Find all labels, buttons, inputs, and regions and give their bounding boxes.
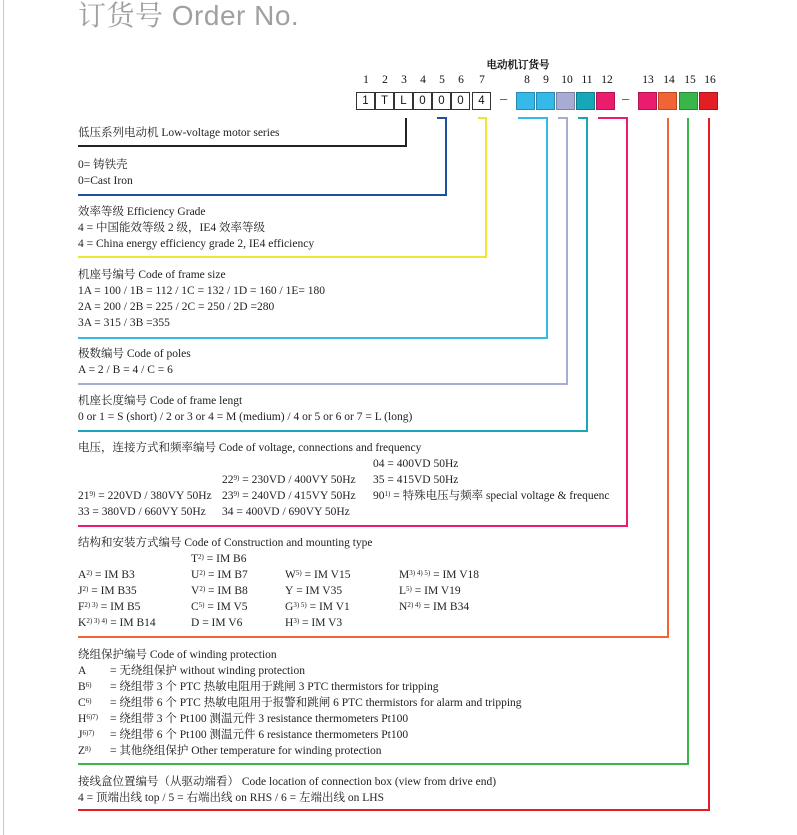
position-number: 16	[704, 74, 716, 86]
winding-code: $J^{6)7)}$	[78, 729, 95, 741]
winding-desc: = 其他绕组保护 Other temperature for winding protection	[110, 745, 382, 757]
position-number: 12	[601, 74, 613, 86]
mounting-title: 结构和安装方式编号 Code of Construction and mounting type	[78, 537, 373, 549]
voltage-code: $21^{9)} = 220VD / 380VY$ 50Hz	[78, 490, 212, 502]
frame-length-line: 0 or 1 = S (short) / 2 or 3 or 4 = M (medium) / 4 or 5 or 6 or 7 = L (long)	[78, 411, 413, 423]
position-number: 11	[581, 74, 593, 86]
position-number: 6	[458, 74, 464, 86]
winding-code: $Z^{8)}$	[78, 745, 91, 757]
mounting-code: $F^{2) 3)}$ = IM B5	[78, 601, 141, 613]
efficiency-title: 效率等级 Efficiency Grade	[78, 206, 206, 218]
position-number: 8	[524, 74, 530, 86]
code-cell: 4	[472, 92, 491, 110]
poles-line: A = 2 / B = 4 / C = 6	[78, 364, 173, 376]
winding-title: 绕组保护编号 Code of winding protection	[78, 649, 277, 661]
voltage-code: 04 = 400VD 50Hz	[373, 458, 459, 470]
voltage-code: $23^{9)} = 240VD / 415VY$ 50Hz	[222, 490, 356, 502]
mounting-code: $H^{3)}$ = IM V3	[285, 617, 343, 629]
voltage-code: 35 = 415VD 50Hz	[373, 474, 459, 486]
position-number: 15	[684, 74, 696, 86]
winding-desc: = 绕组带 3 个 Pt100 测温元件 3 resistance thermometers Pt100	[110, 713, 409, 725]
code-cell: T	[375, 92, 394, 110]
winding-code: $B^{6)}$	[78, 681, 92, 693]
winding-desc: = 绕组带 3 个 PTC 热敏电阻用于跳闸 3 PTC thermistors for tripping	[110, 681, 439, 693]
winding-desc: = 绕组带 6 个 Pt100 测温元件 6 resistance thermometers Pt100	[110, 729, 409, 741]
winding-code: $C^{6)}$	[78, 697, 92, 709]
position-number: 4	[420, 74, 426, 86]
voltage-code: $90^{1)}$ = 特殊电压与频率 special voltage & frequenc	[373, 490, 610, 502]
separator-dash: –	[500, 91, 508, 106]
position-number: 10	[561, 74, 573, 86]
mounting-code: $G^{3) 5)}$ = IM V1	[285, 601, 350, 613]
position-number: 14	[663, 74, 675, 86]
mounting-code: $A^{2)}$ = IM B3	[78, 569, 135, 581]
mounting-code: $K^{2) 3) 4)}$ = IM B14	[78, 617, 156, 629]
code-cell: 1	[356, 92, 375, 110]
mounting-code: $U^{2)}$ = IM B7	[191, 569, 248, 581]
mounting-code: $T^{2)}$ = IM B6	[191, 553, 247, 565]
code-cell: 0	[451, 92, 470, 110]
voltage-code: $22^{9)} = 230VD / 400VY$ 50Hz	[222, 474, 356, 486]
material-line: 0=Cast Iron	[78, 175, 133, 187]
efficiency-line: 4 = China energy efficiency grade 2, IE4 efficiency	[78, 238, 315, 250]
winding-desc: = 绕组带 6 个 PTC 热敏电阻用于报警和跳闸 6 PTC thermistors for alarm and tripping	[110, 697, 522, 709]
voltage-code: 34 = 400VD / 690VY 50Hz	[222, 506, 350, 518]
position-number: 2	[382, 74, 388, 86]
frame-length-title: 机座长度编号 Code of frame lengt	[78, 395, 243, 407]
winding-desc: = 无绕组保护 without winding protection	[110, 665, 305, 677]
code-header: 电动机订货号	[486, 59, 550, 71]
separator-dash: –	[622, 91, 630, 106]
frame-size-title: 机座号编号 Code of frame size	[78, 269, 226, 281]
position-number: 5	[439, 74, 445, 86]
position-number: 1	[363, 74, 369, 86]
mounting-code: $V^{2)}$ = IM B8	[191, 585, 248, 597]
code-cell: 0	[432, 92, 451, 110]
material-line: 0= 铸铁壳	[78, 159, 128, 171]
position-number: 7	[479, 74, 485, 86]
voltage-title: 电压，连接方式和频率编号 Code of voltage, connections and frequency	[78, 442, 422, 454]
mounting-code: $L^{5)}$ = IM V19	[399, 585, 461, 597]
page-title: 订货号 Order No.	[78, 0, 300, 31]
mounting-code: $J^{2)}$ = IM B35	[78, 585, 137, 597]
efficiency-line: 4 = 中国能效等级 2 级，IE4 效率等级	[78, 222, 265, 234]
frame-size-line: 2A = 200 / 2B = 225 / 2C = 250 / 2D =280	[78, 301, 275, 313]
mounting-code: $W^{5)}$ = IM V15	[285, 569, 351, 581]
terminal-box-line: 4 = 顶端出线 top / 5 = 右端出线 on RHS / 6 = 左端出线 on LHS	[78, 792, 385, 804]
position-number: 9	[543, 74, 549, 86]
frame-size-line: 3A = 315 / 3B =355	[78, 317, 170, 329]
mounting-code: $C^{5)}$ = IM V5	[191, 601, 248, 613]
position-number: 13	[642, 74, 654, 86]
series-title: 低压系列电动机 Low-voltage motor series	[78, 127, 280, 139]
frame-size-line: 1A = 100 / 1B = 112 / 1C = 132 / 1D = 160 / 1E= 180	[78, 285, 325, 297]
voltage-code: 33 = 380VD / 660VY 50Hz	[78, 506, 206, 518]
code-cell: 0	[413, 92, 432, 110]
winding-code: A	[78, 665, 87, 677]
position-number: 3	[401, 74, 407, 86]
poles-title: 极数编号 Code of poles	[78, 348, 191, 360]
code-cell: L	[394, 92, 413, 110]
mounting-code: $N^{2) 4)}$ = IM B34	[399, 601, 470, 613]
mounting-code: Y = IM V35	[285, 585, 343, 597]
winding-code: $H^{6)7)}$	[78, 713, 98, 725]
terminal-box-title: 接线盒位置编号（从驱动端看） Code location of connection box (view from drive end)	[78, 776, 497, 788]
mounting-code: $M^{3) 4) 5)}$ = IM V18	[399, 569, 479, 581]
mounting-code: D = IM V6	[191, 617, 243, 629]
